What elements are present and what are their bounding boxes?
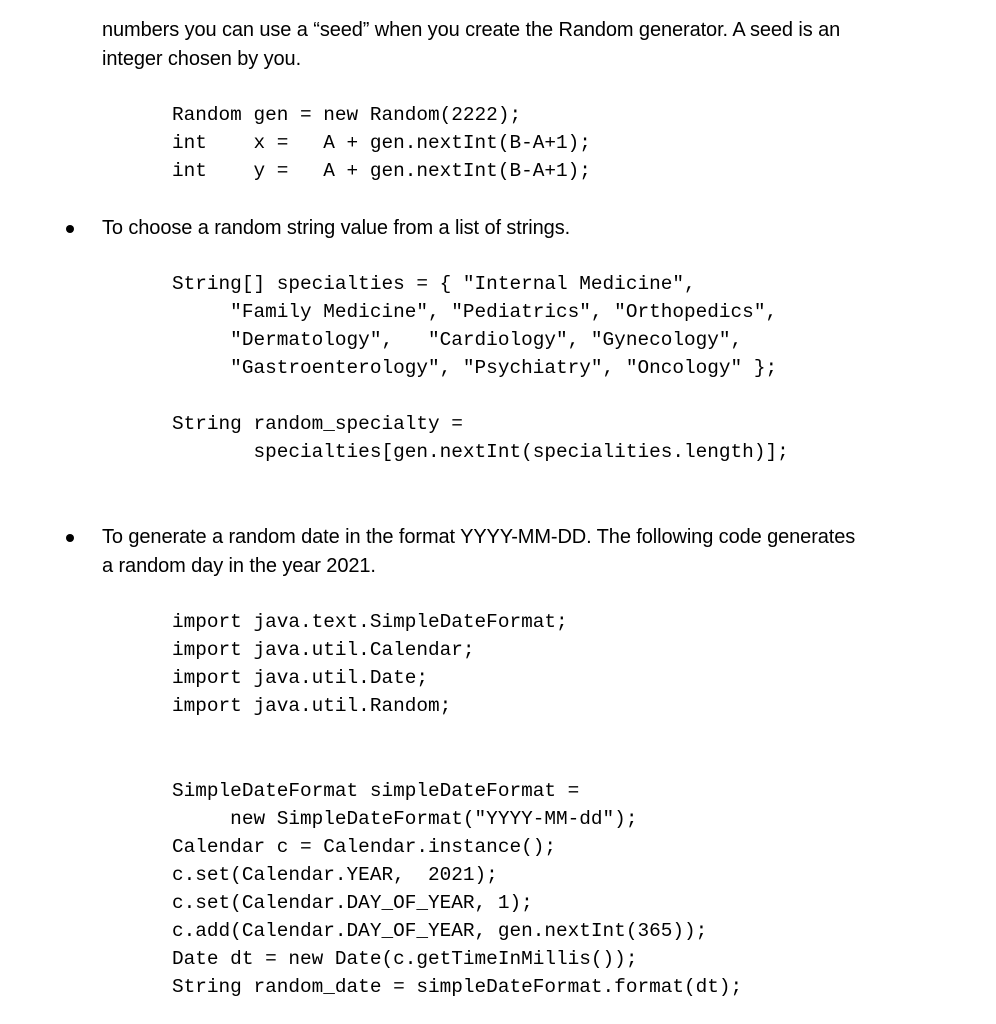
intro-line-1: numbers you can use a “seed” when you create the Random generator. A seed is an (102, 19, 841, 41)
code-line: c.add(Calendar.DAY_OF_YEAR, gen.nextInt(365)); (172, 920, 708, 942)
code-line: import java.text.SimpleDateFormat; (172, 611, 568, 633)
bullet-string-line: To choose a random string value from a list of strings. (102, 217, 571, 239)
intro-line-2: integer chosen by you. (102, 48, 302, 70)
code-line: Random gen = new Random(2222); (172, 104, 522, 126)
code-line: String random_date = simpleDateFormat.format(dt); (172, 976, 743, 998)
date-code-block (172, 777, 742, 1001)
bullet-icon (66, 225, 74, 233)
imports-code-block (172, 608, 568, 720)
code-line: "Dermatology", "Cardiology", "Gynecology", (172, 329, 743, 351)
code-line: c.set(Calendar.DAY_OF_YEAR, 1); (172, 892, 533, 914)
random-specialty-code-block (172, 410, 789, 466)
seed-code-block (172, 101, 591, 185)
bullet-icon (66, 534, 74, 542)
bullet-date-line-2: a random day in the year 2021. (102, 555, 376, 577)
bullet-date-paragraph (102, 523, 962, 581)
code-line: new SimpleDateFormat("YYYY-MM-dd"); (172, 808, 638, 830)
intro-paragraph (102, 16, 962, 74)
code-line: specialties[gen.nextInt(specialities.length)]; (172, 441, 789, 463)
specialties-code-block (172, 270, 777, 382)
code-line: import java.util.Random; (172, 695, 452, 717)
code-line: String[] specialties = { "Internal Medicine", (172, 273, 696, 295)
code-line: "Family Medicine", "Pediatrics", "Orthopedics", (172, 301, 778, 323)
code-line: "Gastroenterology", "Psychiatry", "Oncology" }; (172, 357, 778, 379)
code-line: int x = A + gen.nextInt(B-A+1); (172, 132, 591, 154)
code-line: import java.util.Date; (172, 667, 428, 689)
code-line: SimpleDateFormat simpleDateFormat = (172, 780, 580, 802)
code-line: int y = A + gen.nextInt(B-A+1); (172, 160, 591, 182)
code-line: Calendar c = Calendar.instance(); (172, 836, 556, 858)
code-line: Date dt = new Date(c.getTimeInMillis()); (172, 948, 638, 970)
code-line: import java.util.Calendar; (172, 639, 475, 661)
code-line: c.set(Calendar.YEAR, 2021); (172, 864, 498, 886)
bullet-string-text (102, 214, 962, 243)
bullet-date-line-1: To generate a random date in the format YYYY-MM-DD. The following code generates (102, 526, 856, 548)
code-line: String random_specialty = (172, 413, 463, 435)
